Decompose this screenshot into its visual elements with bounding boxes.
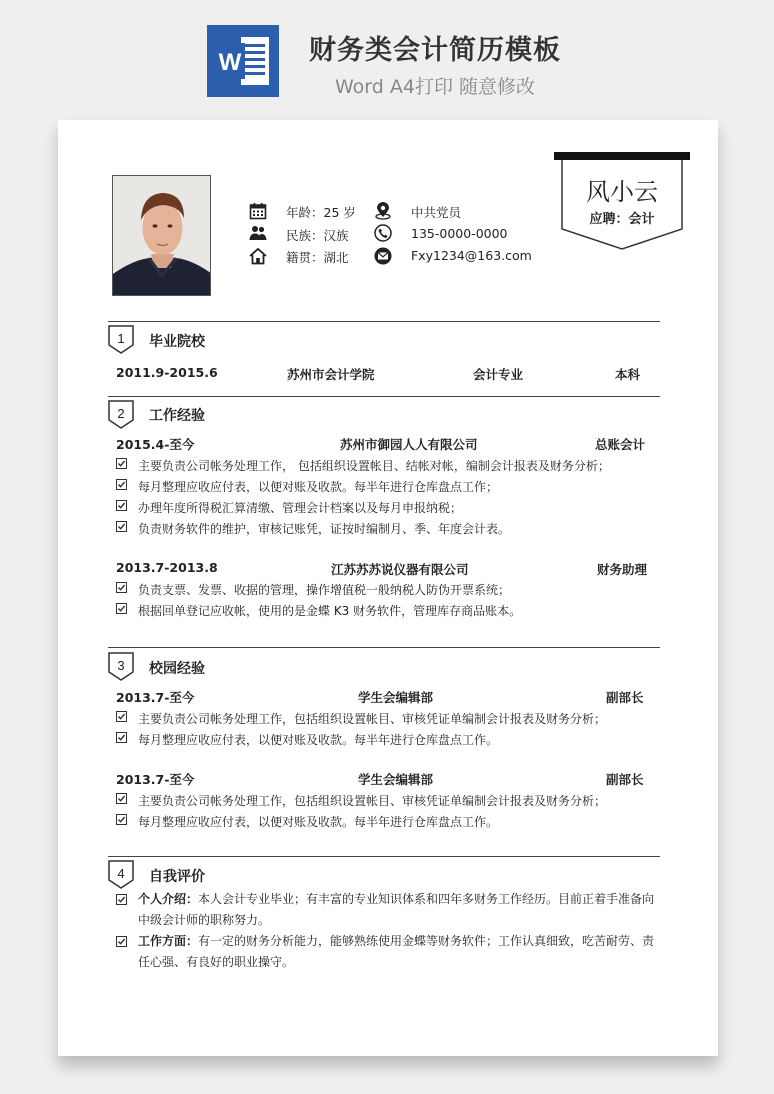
education-school: 苏州市会计学院 <box>287 367 375 382</box>
checkbox-icon <box>116 603 127 614</box>
section-number-badge <box>108 400 134 430</box>
checkbox-icon <box>116 732 127 743</box>
job-company: 江苏苏苏说仪器有限公司 <box>331 562 469 577</box>
section-number-badge <box>108 652 134 682</box>
job-company: 苏州市御园人人有限公司 <box>340 437 478 452</box>
section-number-badge <box>108 860 134 890</box>
job-role: 总账会计 <box>595 437 646 452</box>
self-work-label: 工作方面： <box>138 934 199 948</box>
campus-role: 副部长 <box>606 772 644 787</box>
job-role: 财务助理 <box>597 562 648 577</box>
portrait-image <box>113 176 211 296</box>
checkbox-icon <box>116 479 127 490</box>
campus-period: 2013.7-至今 <box>116 690 195 705</box>
checkbox-icon <box>116 500 127 511</box>
job-period: 2013.7-2013.8 <box>116 560 218 575</box>
section-number-badge <box>108 325 134 355</box>
checkbox-icon <box>116 814 127 825</box>
email-field: Fxy1234@163.com <box>411 248 532 263</box>
section-divider <box>108 321 660 322</box>
word-document-icon <box>207 25 279 97</box>
phone-field: 135-0000-0000 <box>411 226 508 241</box>
self-intro-paragraph <box>116 889 661 931</box>
checkbox-icon <box>116 458 127 469</box>
self-work-paragraph <box>116 931 661 973</box>
section-divider <box>108 647 660 648</box>
email-icon <box>374 247 392 265</box>
education-degree: 本科 <box>615 367 641 382</box>
phone-icon <box>374 224 392 242</box>
campus-period: 2013.7-至今 <box>116 772 195 787</box>
campus-org: 学生会编辑部 <box>358 772 434 787</box>
job-period: 2015.4-至今 <box>116 437 195 452</box>
checkbox-icon <box>116 894 127 905</box>
svg-text:4: 4 <box>117 866 125 881</box>
campus-org: 学生会编辑部 <box>358 690 434 705</box>
origin-field: 籍贯：湖北 <box>286 250 349 265</box>
section-divider <box>108 856 660 857</box>
checkbox-icon <box>116 936 127 947</box>
checkbox-icon <box>116 582 127 593</box>
ethnicity-field: 民族：汉族 <box>286 228 349 243</box>
education-period: 2011.9-2015.6 <box>116 365 218 380</box>
education-major: 会计专业 <box>473 367 524 382</box>
section-title-self: 自我评价 <box>149 869 205 885</box>
calendar-icon <box>249 202 267 220</box>
people-icon <box>249 224 267 242</box>
section-title-education: 毕业院校 <box>149 334 205 350</box>
svg-text:2: 2 <box>117 406 125 421</box>
checkbox-icon <box>116 793 127 804</box>
location-pin-icon <box>374 202 392 220</box>
candidate-name: 风小云 <box>586 178 658 206</box>
svg-text:W: W <box>218 49 242 76</box>
applied-position: 应聘：会计 <box>589 212 655 227</box>
svg-text:1: 1 <box>117 331 125 346</box>
section-title-campus: 校园经验 <box>149 661 205 677</box>
self-work-text: 有一定的财务分析能力，能够熟练使用金蝶等财务软件；工作认真细致，吃苦耐劳、责任心强、有良好的职业操守。 <box>138 934 655 969</box>
section-divider <box>108 396 660 397</box>
home-icon <box>249 247 267 265</box>
resume-page: 年龄：25 岁 民族：汉族 籍贯：湖北 中共党员 135-0000-0000 Fxy1234@163.com 风小云 应聘：会计 1 毕业院校 2011.9-2015.6 苏州市会计学院 会计专业 本科 2 工作经验 2015.4-至今 苏州市御园人人有限公司 总账会计 主要负责公司帐务处理工作， 包括组织设置帐目、结帐对帐，编制会计报表及财务分析； 每月整理应收应付表，以便对账及收款。每半年进行仓库盘点工作； 办理年度所得税汇算清缴、管理会计档案以及每月申报纳税； 负责财务软件的维护，审核记账凭，证按时编制月、季、年度会计表。 2013.7-2013.8 江苏苏苏说仪器有限公司 财务助理 负责支票、发票、收据的管理，操作增值税一般纳税人防伪开票系统； 根据回单登记应收帐，使用的是金蝶 K3 财务软件，管理库存商品账本。 3 校园经验 2013.7-至今 学生会编辑部 副部长 主要负责公司帐务处理工作，包括组织设置帐目、审核凭证单编制会计报表及财务分析； 每月整理应收应付表，以便对账及收款。每半年进行仓库盘点工作。 2013.7-至今 学生会编辑部 副部长 主要负责公司帐务处理工作，包括组织设置帐目、审核凭证单编制会计报表及财务分析； 每月整理应收应付表，以便对账及收款。每半年进行仓库盘点工作。 4 自我评价 个人介绍：本人会计专业毕业；有丰富的专业知识体系和四年多财务工作经历。目前正着手准备向中级会计师的职称努力。 工作方面：有一定的财务分析能力，能够熟练使用金蝶等财务软件；工作认真细致，吃苦耐劳、责任心强、有良好的职业操守。 <box>58 120 718 1056</box>
template-banner <box>0 0 774 118</box>
party-field: 中共党员 <box>411 205 462 220</box>
self-intro-label: 个人介绍： <box>138 892 199 906</box>
age-field: 年龄：25 岁 <box>286 205 356 220</box>
checkbox-icon <box>116 711 127 722</box>
section-title-work: 工作经验 <box>149 408 205 424</box>
svg-text:3: 3 <box>117 658 125 673</box>
campus-role: 副部长 <box>606 690 644 705</box>
banner-title: 财务类会计简历模板 <box>309 35 561 66</box>
checkbox-icon <box>116 521 127 532</box>
profile-photo <box>112 175 211 296</box>
self-intro-text: 本人会计专业毕业；有丰富的专业知识体系和四年多财务工作经历。目前正着手准备向中级会计师的职称努力。 <box>138 892 655 927</box>
banner-subtitle: Word A4打印 随意修改 <box>334 76 535 98</box>
